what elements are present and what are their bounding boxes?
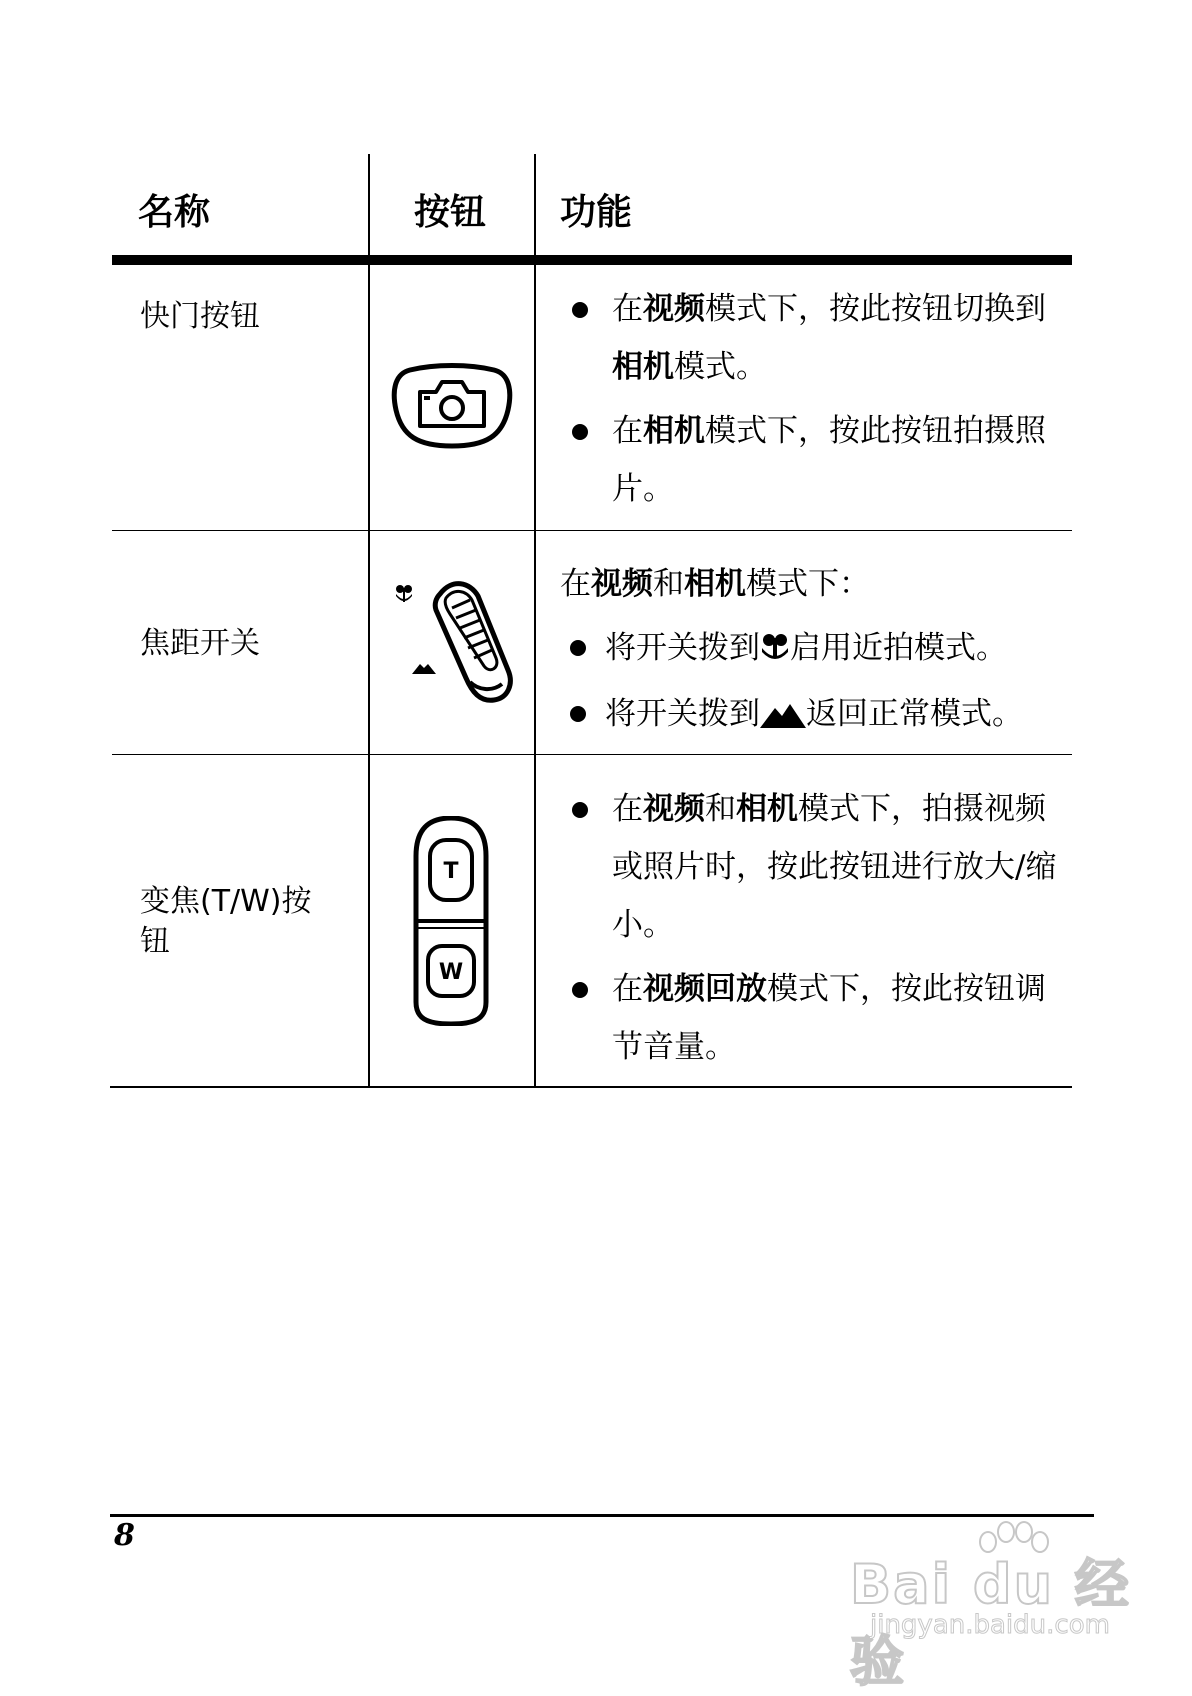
list-item: 在视频和相机模式下，拍摄视频或照片时，按此按钮进行放大/缩小。 xyxy=(562,780,1067,954)
mountain-icon xyxy=(760,698,806,738)
focus-intro: 在视频和相机模式下： xyxy=(560,566,870,602)
zoom-wide-label: W xyxy=(438,960,464,985)
page-number: 8 xyxy=(114,1518,135,1553)
row-name-focus: 焦距开关 xyxy=(140,626,260,661)
macro-flower-icon xyxy=(760,632,790,672)
focus-switch-icon xyxy=(392,574,522,728)
watermark xyxy=(850,1520,1140,1693)
bullet-dot xyxy=(572,302,588,318)
bullet-dot xyxy=(572,424,588,440)
function-table xyxy=(112,154,1072,1088)
footer-rule xyxy=(110,1514,1094,1517)
bullet-dot xyxy=(570,706,586,722)
header-rule xyxy=(112,255,1072,265)
zoom-tw-button-icon xyxy=(406,816,496,1030)
shutter-button-icon xyxy=(390,362,514,456)
bullet-dot xyxy=(570,640,586,656)
zoom-function xyxy=(562,780,1067,1076)
bullet-dot xyxy=(572,802,588,818)
watermark-url: jingyan.baidu.com xyxy=(870,1610,1110,1640)
shutter-function xyxy=(562,280,1067,518)
list-item: 将开关拨到 返回正常模式。 xyxy=(560,694,1070,738)
table-bottom-rule xyxy=(110,1086,1072,1088)
header-function: 功能 xyxy=(560,192,633,233)
column-divider xyxy=(534,154,536,1088)
zoom-tele-label: T xyxy=(443,859,459,884)
list-item: 在视频模式下，按此按钮切换到相机模式。 xyxy=(562,280,1067,396)
header-button: 按钮 xyxy=(414,192,487,233)
row-name-zoom: 变焦(T/W)按钮 xyxy=(140,884,312,959)
header-name: 名称 xyxy=(138,192,211,233)
focus-function xyxy=(560,564,1070,760)
row-name-shutter: 快门按钮 xyxy=(140,299,260,334)
list-item: 将开关拨到 启用近拍模式。 xyxy=(560,628,1070,672)
list-item: 在相机模式下，按此按钮拍摄照片。 xyxy=(562,402,1067,518)
bullet-dot xyxy=(572,982,588,998)
column-divider xyxy=(368,154,370,1088)
watermark-logo: Bai du 经验 xyxy=(850,1553,1131,1693)
row-divider xyxy=(112,530,1072,531)
list-item: 在视频回放模式下，按此按钮调节音量。 xyxy=(562,960,1067,1076)
